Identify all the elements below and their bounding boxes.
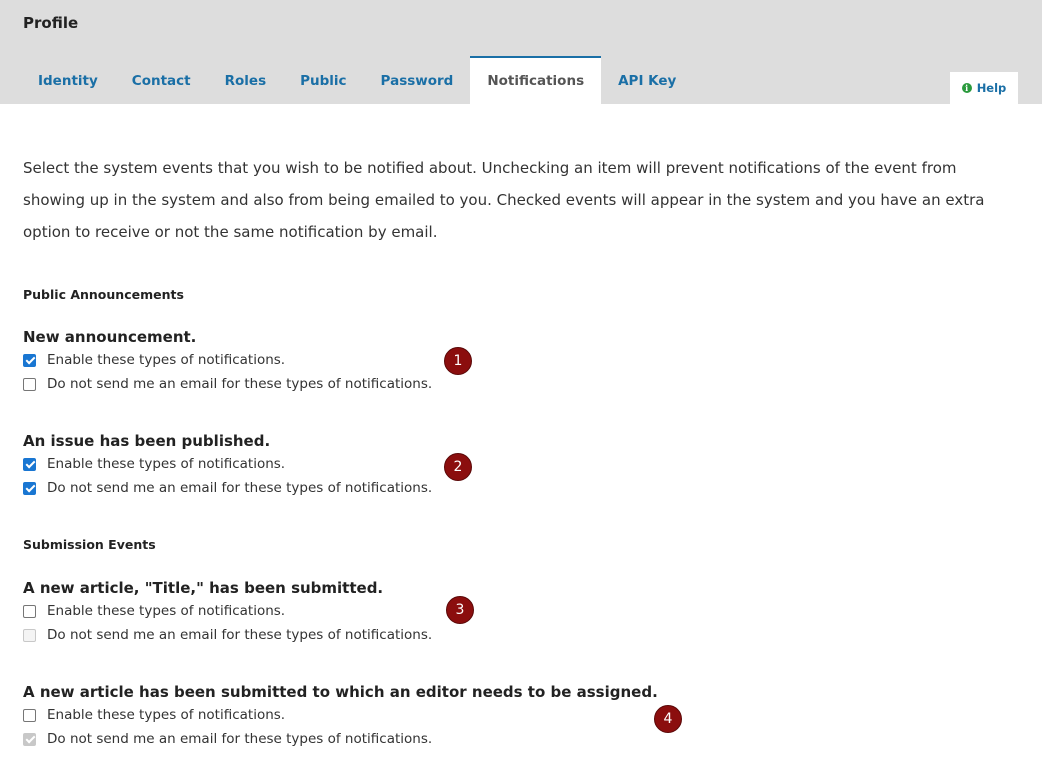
step-marker: 1 bbox=[444, 347, 472, 375]
option-label: Enable these types of notifications. bbox=[47, 603, 286, 619]
enable-notification-checkbox[interactable] bbox=[23, 354, 36, 367]
enable-notification-checkbox[interactable] bbox=[23, 458, 36, 471]
intro-text: Select the system events that you wish to be notified about. Unchecking an item will prevent notifications of the event from showing up in the system and also from being emailed to you. Checked events will appear in the system and you have an extra option to receive or not the same notification by email. bbox=[23, 159, 985, 241]
option-label: Enable these types of notifications. bbox=[47, 707, 286, 723]
info-circle-icon: i bbox=[962, 83, 972, 93]
option-label: Do not send me an email for these types of notifications. bbox=[47, 627, 433, 643]
email-opt-out-option bbox=[23, 730, 432, 748]
step-marker: 4 bbox=[654, 705, 682, 733]
enable-notification-option bbox=[23, 455, 285, 473]
email-opt-out-option bbox=[23, 375, 432, 393]
tab-notifications[interactable]: Notifications bbox=[470, 56, 601, 104]
option-label: Enable these types of notifications. bbox=[47, 352, 286, 368]
event-title: A new article, "Title," has been submitted. bbox=[23, 579, 384, 597]
enable-notification-checkbox[interactable] bbox=[23, 605, 36, 618]
enable-notification-option bbox=[23, 602, 285, 620]
tab-contact[interactable]: Contact bbox=[131, 73, 191, 89]
option-label: Do not send me an email for these types of notifications. bbox=[47, 731, 433, 747]
option-label: Do not send me an email for these types of notifications. bbox=[47, 480, 433, 496]
enable-notification-option bbox=[23, 351, 285, 369]
option-label: Do not send me an email for these types of notifications. bbox=[47, 376, 433, 392]
tab-password[interactable]: Password bbox=[380, 73, 454, 89]
tab-public[interactable]: Public bbox=[300, 73, 347, 89]
tab-identity[interactable]: Identity bbox=[38, 73, 98, 89]
tab-bar bbox=[21, 56, 693, 104]
email-opt-out-checkbox[interactable] bbox=[23, 378, 36, 391]
section-heading-public-announcements: Public Announcements bbox=[23, 287, 184, 302]
help-button[interactable] bbox=[950, 72, 1018, 104]
event-title: A new article has been submitted to which an editor needs to be assigned. bbox=[23, 683, 658, 701]
step-marker: 3 bbox=[446, 596, 474, 624]
enable-notification-option bbox=[23, 706, 285, 724]
section-heading-submission-events: Submission Events bbox=[23, 537, 156, 552]
page-title: Profile bbox=[23, 14, 79, 32]
step-marker: 2 bbox=[444, 453, 472, 481]
enable-notification-checkbox[interactable] bbox=[23, 709, 36, 722]
page-header bbox=[0, 0, 1042, 104]
email-opt-out-option bbox=[23, 626, 432, 644]
email-opt-out-option bbox=[23, 479, 432, 497]
event-title: An issue has been published. bbox=[23, 432, 271, 450]
tab-roles[interactable]: Roles bbox=[224, 73, 267, 89]
event-title: New announcement. bbox=[23, 328, 197, 346]
help-label: Help bbox=[976, 81, 1007, 95]
tab-api-key[interactable]: API Key bbox=[618, 73, 677, 89]
email-opt-out-checkbox[interactable] bbox=[23, 482, 36, 495]
email-opt-out-checkbox bbox=[23, 733, 36, 746]
email-opt-out-checkbox bbox=[23, 629, 36, 642]
option-label: Enable these types of notifications. bbox=[47, 456, 286, 472]
